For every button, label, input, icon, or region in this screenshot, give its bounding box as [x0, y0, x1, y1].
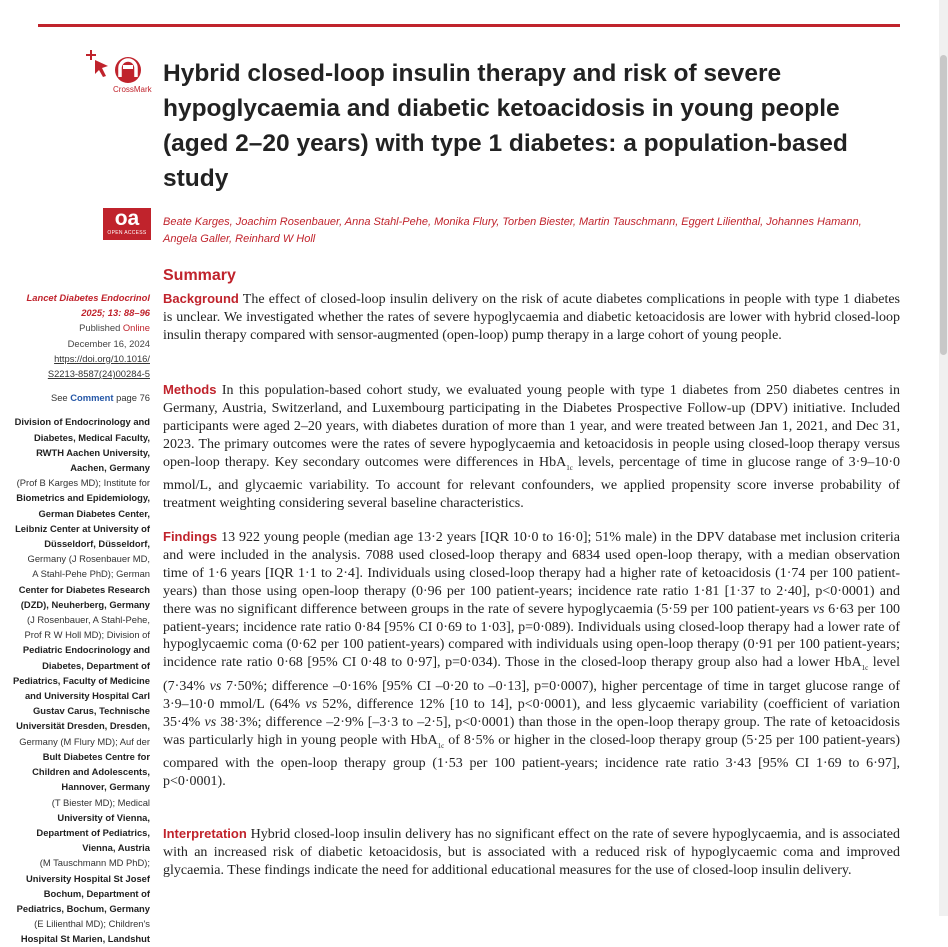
affiliation-line: (Prof B Karges MD); Institute for — [16, 477, 150, 489]
methods-text: In this population-based cohort study, we evaluated young people with type 1 diabetes from 250 diabetes centres in Germany, Austria, Switzerland, and Luxembourg participating in the Diabetes Prospective Follow-up (DPV) initiative. Included participants were aged 2–20 years, with diabetes duration of more than 1 year, and were treated between Jan 1, 2021, and Dec 31, 2023. The primary outcomes were the rates of severe hypoglycaemia and ketoacidosis in people using closed-loop therapy versus open-loop therapy. Key secondary outcomes were differences in HbA$_{1c}$ levels, percentage of time in glucose range of 3·9–10·0 mmol/L, and glycaemic variability. To account for relevant confounders, we applied propensity score inverse probability of treatment weighting considering several baseline characteristics. — [163, 383, 900, 512]
affiliation-line: Diabetes, Medical Faculty, — [33, 431, 150, 443]
doi-link-line1[interactable]: https://doi.org/10.1016/ — [54, 352, 150, 364]
affiliation-line: Biometrics and Epidemiology, — [16, 492, 150, 504]
background-label: Background — [163, 291, 239, 306]
see-prefix: See — [50, 392, 71, 404]
affiliation-line: Pediatrics, Bochum, Germany — [16, 902, 150, 914]
affiliation-list — [10, 414, 150, 946]
citation-journal: Lancet Diabetes Endocrinol — [26, 292, 150, 303]
open-access-logo-text: OPEN ACCESS — [107, 230, 147, 236]
affiliation-line: and University Hospital Carl — [24, 690, 150, 702]
affiliation-line: Division of Endocrinology and — [14, 416, 150, 428]
crossmark-badge[interactable] — [86, 50, 152, 100]
affiliation-line: Prof R W Holl MD); Division of — [24, 629, 150, 641]
scrollbar[interactable] — [939, 0, 948, 916]
open-access-logo-mark: oa — [114, 207, 140, 230]
affiliation-line: Leibniz Center at University of — [15, 522, 150, 534]
top-rule — [38, 24, 900, 27]
crossmark-label: CrossMark — [113, 85, 152, 94]
affiliation-line: Diabetes, Department of — [42, 659, 150, 671]
affiliation-line: (DZD), Neuherberg, Germany — [20, 598, 150, 610]
affiliation-line: Vienna, Austria — [82, 842, 150, 854]
crossmark-icon — [86, 50, 152, 90]
published-prefix: Published — [79, 322, 123, 334]
affiliation-line: Aachen, Germany — [70, 462, 150, 474]
affiliation-line: Pediatric Endocrinology and — [22, 644, 150, 656]
methods-label: Methods — [163, 382, 217, 397]
affiliation-line: (J Rosenbauer, A Stahl-Pehe, — [27, 614, 150, 626]
affiliation-line: Düsseldorf, Düsseldorf, — [44, 538, 150, 550]
affiliation-line: University of Vienna, — [57, 811, 150, 823]
affiliation-line: Gustav Carus, Technische — [32, 705, 150, 717]
doi-link-line2[interactable]: S2213-8587(24)00284-5 — [47, 368, 150, 380]
affiliation-line: Germany (M Flury MD); Auf der — [19, 735, 150, 747]
affiliation-line: (E Lilienthal MD); Children's — [34, 918, 150, 930]
background-text: The effect of closed-loop insulin delivery on the risk of acute diabetes complications in people with type 1 diabetes is unclear. We investigated whether the rates of severe hypoglycaemia and diabetic ketoacidosis are lower with hybrid closed-loop insulin therapy compared with sensor-augmented (open-loop) pump therapy in a large cohort of young people. — [163, 292, 900, 343]
affiliation-line: Pediatrics, Faculty of Medicine — [12, 674, 150, 686]
summary-background — [163, 290, 900, 345]
citation-volume: 2025; 13: 88–96 — [81, 307, 150, 319]
see-comment — [10, 390, 150, 405]
affiliation-line: Hospital St Marien, Landshut — [20, 933, 150, 945]
see-suffix: page 76 — [113, 392, 150, 404]
affiliation-line: Bult Diabetes Centre for — [42, 750, 150, 762]
affiliation-line: (T Biester MD); Medical — [51, 796, 150, 808]
affiliation-line: A Stahl-Pehe PhD); German — [32, 568, 150, 580]
article-sidebar — [10, 290, 150, 947]
published-line — [10, 320, 150, 335]
affiliation-line: Center for Diabetes Research — [18, 583, 150, 595]
published-status: Online — [122, 322, 150, 334]
affiliation-line: Department of Pediatrics, — [36, 826, 150, 838]
interpretation-label: Interpretation — [163, 826, 247, 841]
author-list: Beate Karges, Joachim Rosenbauer, Anna Stahl-Pehe, Monika Flury, Torben Biester, Martin Tauschmann, Eggert Lilienthal, Johannes Hamann, Angela Galler, Reinhard W Holl — [163, 216, 862, 245]
published-date: December 16, 2024 — [67, 337, 150, 349]
summary-findings — [163, 528, 900, 791]
affiliation-line: Bochum, Department of — [43, 887, 150, 899]
findings-label: Findings — [163, 529, 218, 544]
affiliation-line: German Diabetes Center, — [38, 507, 150, 519]
article-title: Hybrid closed-loop insulin therapy and risk of severe hypoglycaemia and diabetic ketoacidosis in young people (aged 2–20 years) with type 1 diabetes: a population-based study — [163, 60, 848, 192]
findings-text: 13 922 young people (median age 13·2 years [IQR 10·0 to 16·0]; 51% male) in the DPV database met inclusion criteria and were included in the analysis. 7088 used closed-loop therapy and 6834 used open-loop therapy, with a median observation time of 1·6 years [IQR 1·1 to 2·4]. Individuals using closed-loop therapy had a higher rate of ketoacidosis (1·74 per 100 patient-years) than those using open-loop therapy (0·96 per 100 patient-years; incidence rate ratio 1·81 [1·37 to 2·40], p<0·0001) and there was no significant difference between groups in the rate of severe hypoglycaemia (5·59 per 100 patient-years vs 6·63 per 100 patient-years; incidence rate ratio 0·84 [95% CI 0·69 to 1·03], p=0·089). Individuals using closed-loop therapy had a lower rate of hypoglycaemic coma (0·62 per 100 patient-years) compared with individuals using open-loop therapy (0·91 per 100 patient-years; incidence rate ratio 0·68 [95% CI 0·48 to 0·97], p=0·034). Those in the closed-loop therapy group also had a lower HbA$_{1c}$ level (7·34% vs 7·50%; difference –0·16% [95% CI –0·20 to –0·13], p=0·0007), higher percentage of time in target glucose range of 3·9–10·0 mmol/L (64% vs 52%, difference 12% [10 to 14], p<0·0001), and less glycaemic variability (coefficient of variation 35·4% vs 38·3%; difference –2·9% [–3·3 to –2·5], p<0·0001) than those in the open-loop therapy group. The rate of ketoacidosis was particularly high in young people with HbA$_{1c}$ of 8·5% or higher in the closed-loop therapy group (5·25 per 100 patient-years) compared with the open-loop therapy group (1·53 per 100 patient-years; incidence rate ratio 3·43 [95% CI 1·69 to 6·97], p<0·0001). — [163, 530, 900, 790]
interpretation-text: Hybrid closed-loop insulin delivery has no significant effect on the rate of severe hypoglycaemia, and is associated with an increased risk of diabetic ketoacidosis, but is associated with a reduced risk of hypoglycaemic coma and improved glycaemia. These findings indicate the need for additional educational measures for the use of closed-loop insulin delivery. — [163, 827, 900, 878]
affiliation-line: (M Tauschmann MD PhD); — [39, 857, 150, 869]
affiliation-line: RWTH Aachen University, — [36, 446, 150, 458]
affiliation-line: Hannover, Germany — [61, 781, 150, 793]
summary-interpretation — [163, 825, 900, 880]
summary-heading: Summary — [163, 267, 236, 284]
affiliation-line: Children and Adolescents, — [32, 766, 150, 778]
affiliation-line: Germany (J Rosenbauer MD, — [27, 553, 150, 565]
affiliation-line: Universität Dresden, Dresden, — [16, 720, 150, 732]
summary-methods — [163, 381, 900, 513]
open-access-logo — [103, 208, 151, 240]
affiliation-line: University Hospital St Josef — [26, 872, 150, 884]
scrollbar-thumb[interactable] — [940, 55, 947, 355]
comment-link[interactable]: Comment — [70, 392, 114, 404]
